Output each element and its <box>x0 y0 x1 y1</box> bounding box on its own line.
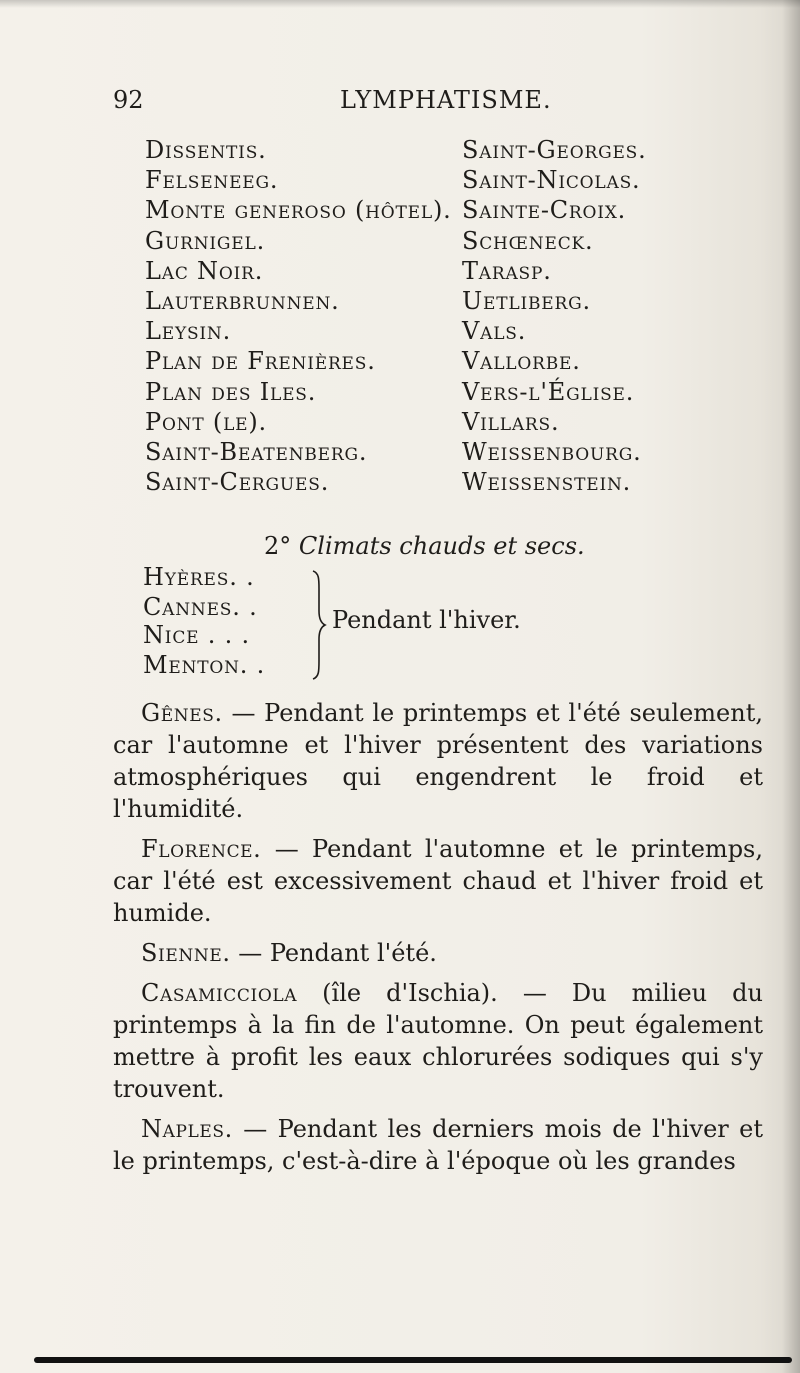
group-note: Pendant l'hiver. <box>332 606 521 634</box>
winter-city-group <box>143 563 563 691</box>
group-city: Nice . . . <box>143 621 250 649</box>
station-item: Vers-l'Église. <box>462 377 635 406</box>
left-station-list <box>145 136 452 498</box>
group-city: Menton. . <box>143 651 266 679</box>
station-item: Dissentis. <box>145 136 267 164</box>
section-number: 2° <box>264 532 292 560</box>
station-item: Saint-Georges. <box>462 136 647 164</box>
entry-paragraph <box>113 977 763 1105</box>
entry-city: Gênes. <box>141 699 223 727</box>
station-item: Weissenbourg. <box>462 437 642 466</box>
curly-brace-icon <box>311 569 327 681</box>
entry-text: — Pendant l'automne et le printemps, car l'été est excessivement chaud et l'hiver froid et humide. <box>113 835 763 927</box>
station-item: Gurnigel. <box>145 226 265 255</box>
entry-text: — Pendant les derniers mois de l'hiver et le printemps, c'est-à-dire à l'époque où les grandes <box>113 1115 763 1175</box>
station-item: Saint-Nicolas. <box>462 166 641 195</box>
entry-city: Florence. <box>141 835 262 863</box>
climate-entries <box>113 697 763 1185</box>
bottom-edge-rule <box>34 1357 792 1363</box>
station-item: Pont (le). <box>145 407 267 436</box>
entry-city: Sienne. <box>141 939 231 967</box>
entry-city: Casamicciola <box>141 979 298 1007</box>
group-city: Cannes. . <box>143 593 258 621</box>
entry-text: (île d'Ischia). — Du milieu du printemps à la fin de l'automne. On peut également mettre à profit les eaux chlorurées sodiques qui s'y trouvent. <box>113 979 763 1103</box>
station-item: Sainte-Croix. <box>462 196 627 225</box>
station-item: Uetliberg. <box>462 286 591 315</box>
page-number: 92 <box>113 86 144 114</box>
section-title: Climats chauds et secs. <box>298 532 585 560</box>
station-item: Leysin. <box>145 317 232 346</box>
station-item: Lauterbrunnen. <box>145 286 340 315</box>
station-item: Vals. <box>462 317 527 346</box>
station-item: Saint-Cergues. <box>145 468 330 497</box>
entry-city: Naples. <box>141 1115 233 1143</box>
group-city: Hyères. . <box>143 563 255 591</box>
section-heading <box>264 532 585 560</box>
entry-paragraph <box>113 937 763 969</box>
running-title: LYMPHATISME. <box>340 86 552 114</box>
right-station-list <box>462 136 647 498</box>
entry-paragraph <box>113 1113 763 1177</box>
station-item: Tarasp. <box>462 256 552 285</box>
station-item: Vallorbe. <box>462 347 581 376</box>
right-edge-shadow <box>782 0 800 1373</box>
station-item: Villars. <box>462 407 560 436</box>
station-item: Schœneck. <box>462 226 594 255</box>
entry-paragraph <box>113 697 763 825</box>
station-item: Weissenstein. <box>462 468 632 497</box>
station-item: Lac Noir. <box>145 256 264 285</box>
station-item: Felseneeg. <box>145 166 279 195</box>
station-item: Saint-Beatenberg. <box>145 437 368 466</box>
top-edge-shadow <box>0 0 800 8</box>
page-header <box>113 86 783 126</box>
station-item: Plan de Frenières. <box>145 347 376 376</box>
station-item: Monte generoso (hôtel). <box>145 196 452 225</box>
entry-text: — Pendant le printemps et l'été seulement, car l'automne et l'hiver présentent des variations atmosphériques qui engendrent le froid et l'humidité. <box>113 699 763 823</box>
entry-paragraph <box>113 833 763 929</box>
station-item: Plan des Iles. <box>145 377 317 406</box>
entry-text: — Pendant l'été. <box>230 939 437 967</box>
